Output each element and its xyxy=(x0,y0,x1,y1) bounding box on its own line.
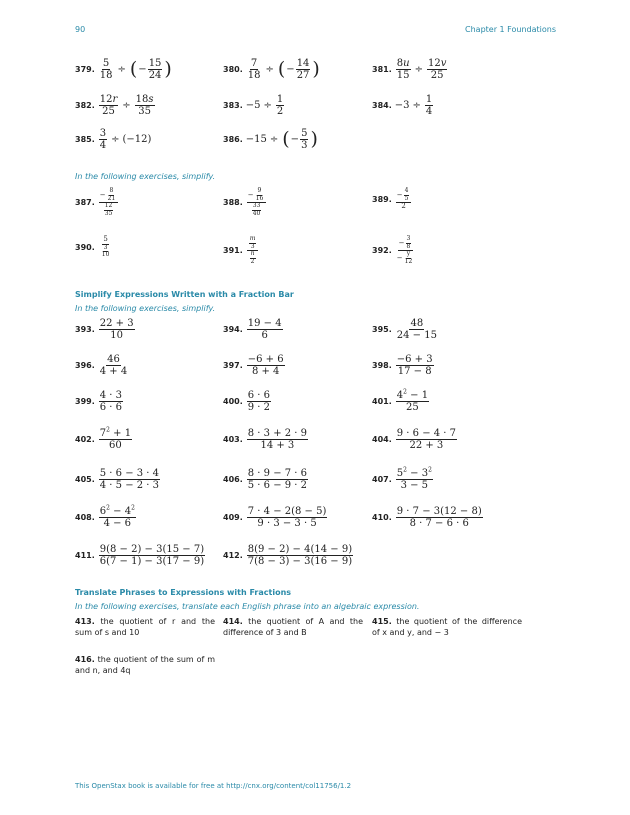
math-expression: $\frac{7}{18}$ ÷ ( − $\frac{14}{27}$ ) xyxy=(247,58,320,81)
exercise-389: 389. − $\frac{4}{5}$ 2 xyxy=(372,188,412,211)
math-expression: $\frac{\frac{m}{3}}{\frac{n}{2}}$ xyxy=(246,236,260,265)
exercise-396: 396. $\frac{46}{4 + 4}$ xyxy=(75,354,128,377)
math-expression: $\frac{7 \cdot 4 - 2(8 - 5)}{9 \cdot 3 - 3 \cdot 5}$ xyxy=(247,506,327,529)
exercise-392: 392. − $\frac{3}{8}$ − $\frac{y}{12}$ xyxy=(372,236,416,265)
exercise-404: 404. $\frac{9 \cdot 6 - 4 \cdot 7}{22 + 3}$ xyxy=(372,428,457,451)
section-heading: Simplify Expressions Written with a Fraction Bar xyxy=(75,290,294,299)
exercise-411: 411. $\frac{9(8 - 2) - 3(15 - 7)}{6(7 - 1) - 3(17 - 9)}$ xyxy=(75,544,205,567)
exercise-379: 379. $\frac{5}{18}$ ÷ ( − $\frac{15}{24}$ ) xyxy=(75,58,172,81)
math-expression: $\frac{5^2 - 3^2}{3 - 5}$ xyxy=(396,466,432,491)
exercise-410: 410. $\frac{9 \cdot 7 - 3(12 - 8)}{8 \cdot 7 - 6 \cdot 6}$ xyxy=(372,506,482,529)
exercise-text: the quotient of r and the sum of s and 10 xyxy=(75,617,215,637)
exercise-406: 406. $\frac{8 \cdot 9 - 7 \cdot 6}{5 \cdot 6 - 9 \cdot 2}$ xyxy=(223,468,308,491)
math-expression: $\frac{22 + 3}{10}$ xyxy=(99,318,134,341)
exercise-398: 398. $\frac{-6 + 3}{17 - 8}$ xyxy=(372,354,433,377)
exercise-384: 384. −3 ÷ $\frac{1}{4}$ xyxy=(372,94,433,117)
math-expression: $\frac{8 \cdot 3 + 2 \cdot 9}{14 + 3}$ xyxy=(247,428,308,451)
math-expression: $\frac{8u}{15}$ ÷ $\frac{12v}{25}$ xyxy=(396,58,447,81)
math-expression: $\frac{8 \cdot 9 - 7 \cdot 6}{5 \cdot 6 - 9 \cdot 2}$ xyxy=(247,468,308,491)
exercise-402: 402. $\frac{7^2 + 1}{60}$ xyxy=(75,426,132,451)
math-expression: −15 ÷ ( − $\frac{5}{3}$ ) xyxy=(245,128,318,151)
math-expression: $\frac{7^2 + 1}{60}$ xyxy=(99,426,132,451)
exercise-415: 415. the quotient of the difference of x and y, and − 3 xyxy=(372,617,522,637)
math-expression: $\frac{-6 + 6}{8 + 4}$ xyxy=(247,354,284,377)
exercise-380: 380. $\frac{7}{18}$ ÷ ( − $\frac{14}{27}$ ) xyxy=(223,58,320,81)
exercise-403: 403. $\frac{8 \cdot 3 + 2 \cdot 9}{14 + 3}$ xyxy=(223,428,308,451)
exercise-399: 399. $\frac{4 \cdot 3}{6 \cdot 6}$ xyxy=(75,390,123,413)
exercise-413: 413. the quotient of r and the sum of s and 10 xyxy=(75,617,215,637)
exercise-381: 381. $\frac{8u}{15}$ ÷ $\frac{12v}{25}$ xyxy=(372,58,447,81)
math-expression: $\frac{19 - 4}{6}$ xyxy=(247,318,282,341)
math-expression: $\frac{5}{\frac{3}{10}}$ xyxy=(101,235,110,259)
math-expression: $\frac{3}{4}$ ÷ (−12) xyxy=(99,128,152,151)
section-instruction-translate: In the following exercises, translate each English phrase into an algebraic expression. xyxy=(75,602,420,611)
exercise-414: 414. the quotient of A and the difference of 3 and B xyxy=(223,617,363,637)
exercise-409: 409. $\frac{7 \cdot 4 - 2(8 - 5)}{9 \cdot 3 - 3 \cdot 5}$ xyxy=(223,506,327,529)
exercise-387: 387. − $\frac{8}{21}$ $\frac{12}{35}$ xyxy=(75,188,119,217)
exercise-390: 390. $\frac{5}{\frac{3}{10}}$ xyxy=(75,236,113,259)
exercise-416: 416. the quotient of the sum of m and n, and 4q xyxy=(75,655,215,675)
math-expression: − $\frac{9}{16}$ $\frac{33}{40}$ xyxy=(246,188,268,217)
exercise-405: 405. $\frac{5 \cdot 6 - 3 \cdot 4}{4 \cdot 5 - 2 \cdot 3}$ xyxy=(75,468,160,491)
exercise-394: 394. $\frac{19 - 4}{6}$ xyxy=(223,318,282,341)
exercise-382: 382. $\frac{12r}{25}$ ÷ $\frac{18s}{35}$ xyxy=(75,94,154,117)
chapter-title: Chapter 1 Foundations xyxy=(465,25,556,34)
math-expression: $\frac{9 \cdot 7 - 3(12 - 8)}{8 \cdot 7 - 6 \cdot 6}$ xyxy=(396,506,482,529)
exercise-408: 408. $\frac{6^2 - 4^2}{4 - 6}$ xyxy=(75,504,135,529)
exercise-text: the quotient of A and the difference of 3 and B xyxy=(223,617,363,637)
math-expression: $\frac{6^2 - 4^2}{4 - 6}$ xyxy=(99,504,135,529)
exercise-407: 407. $\frac{5^2 - 3^2}{3 - 5}$ xyxy=(372,466,432,491)
section-instruction: In the following exercises, simplify. xyxy=(75,304,216,313)
exercise-text: the quotient of the difference of x and y, and − 3 xyxy=(372,617,522,637)
exercise-text: the quotient of the sum of m and n, and 4q xyxy=(75,655,215,675)
math-expression: $\frac{8(9 - 2) - 4(14 - 9)}{7(8 - 3) - 3(16 - 9)}$ xyxy=(247,544,353,567)
math-expression: $\frac{4^2 - 1}{25}$ xyxy=(396,388,429,413)
math-expression: − $\frac{4}{5}$ 2 xyxy=(395,188,413,211)
simplify-instruction: In the following exercises, simplify. xyxy=(75,172,216,181)
math-expression: $\frac{4 \cdot 3}{6 \cdot 6}$ xyxy=(99,390,123,413)
exercise-397: 397. $\frac{-6 + 6}{8 + 4}$ xyxy=(223,354,284,377)
page-number: 90 xyxy=(75,25,86,34)
exercise-395: 395. $\frac{48}{24 - 15}$ xyxy=(372,318,437,341)
math-expression: $\frac{12r}{25}$ ÷ $\frac{18s}{35}$ xyxy=(99,94,154,117)
exercise-401: 401. $\frac{4^2 - 1}{25}$ xyxy=(372,388,429,413)
exercise-393: 393. $\frac{22 + 3}{10}$ xyxy=(75,318,134,341)
section-heading-translate: Translate Phrases to Expressions with Fractions xyxy=(75,588,292,597)
math-expression: $\frac{6 \cdot 6}{9 \cdot 2}$ xyxy=(247,390,271,413)
exercise-412: 412. $\frac{8(9 - 2) - 4(14 - 9)}{7(8 - 3) - 3(16 - 9)}$ xyxy=(223,544,353,567)
math-expression: $\frac{9 \cdot 6 - 4 \cdot 7}{22 + 3}$ xyxy=(396,428,457,451)
math-expression: $\frac{5}{18}$ ÷ ( − $\frac{15}{24}$ ) xyxy=(99,58,172,81)
math-expression: −5 ÷ $\frac{1}{2}$ xyxy=(245,94,284,117)
exercise-391: 391. $\frac{\frac{m}{3}}{\frac{n}{2}}$ xyxy=(223,236,259,265)
math-expression: $\frac{-6 + 3}{17 - 8}$ xyxy=(396,354,433,377)
math-expression: $\frac{5 \cdot 6 - 3 \cdot 4}{4 \cdot 5 - 2 \cdot 3}$ xyxy=(99,468,160,491)
exercise-400: 400. $\frac{6 \cdot 6}{9 \cdot 2}$ xyxy=(223,390,271,413)
exercise-388: 388. − $\frac{9}{16}$ $\frac{33}{40}$ xyxy=(223,188,267,217)
math-expression: − $\frac{3}{8}$ − $\frac{y}{12}$ xyxy=(396,235,413,265)
math-expression: −3 ÷ $\frac{1}{4}$ xyxy=(394,94,433,117)
exercise-386: 386. −15 ÷ ( − $\frac{5}{3}$ ) xyxy=(223,128,318,151)
footer-note: This OpenStax book is available for free at http://cnx.org/content/col11756/1.2 xyxy=(75,782,352,790)
math-expression: − $\frac{8}{21}$ $\frac{12}{35}$ xyxy=(98,188,120,217)
exercise-383: 383. −5 ÷ $\frac{1}{2}$ xyxy=(223,94,284,117)
math-expression: $\frac{48}{24 - 15}$ xyxy=(396,318,437,341)
math-expression: $\frac{9(8 - 2) - 3(15 - 7)}{6(7 - 1) - 3(17 - 9)}$ xyxy=(99,544,205,567)
exercise-385: 385. $\frac{3}{4}$ ÷ (−12) xyxy=(75,128,152,151)
math-expression: $\frac{46}{4 + 4}$ xyxy=(99,354,128,377)
